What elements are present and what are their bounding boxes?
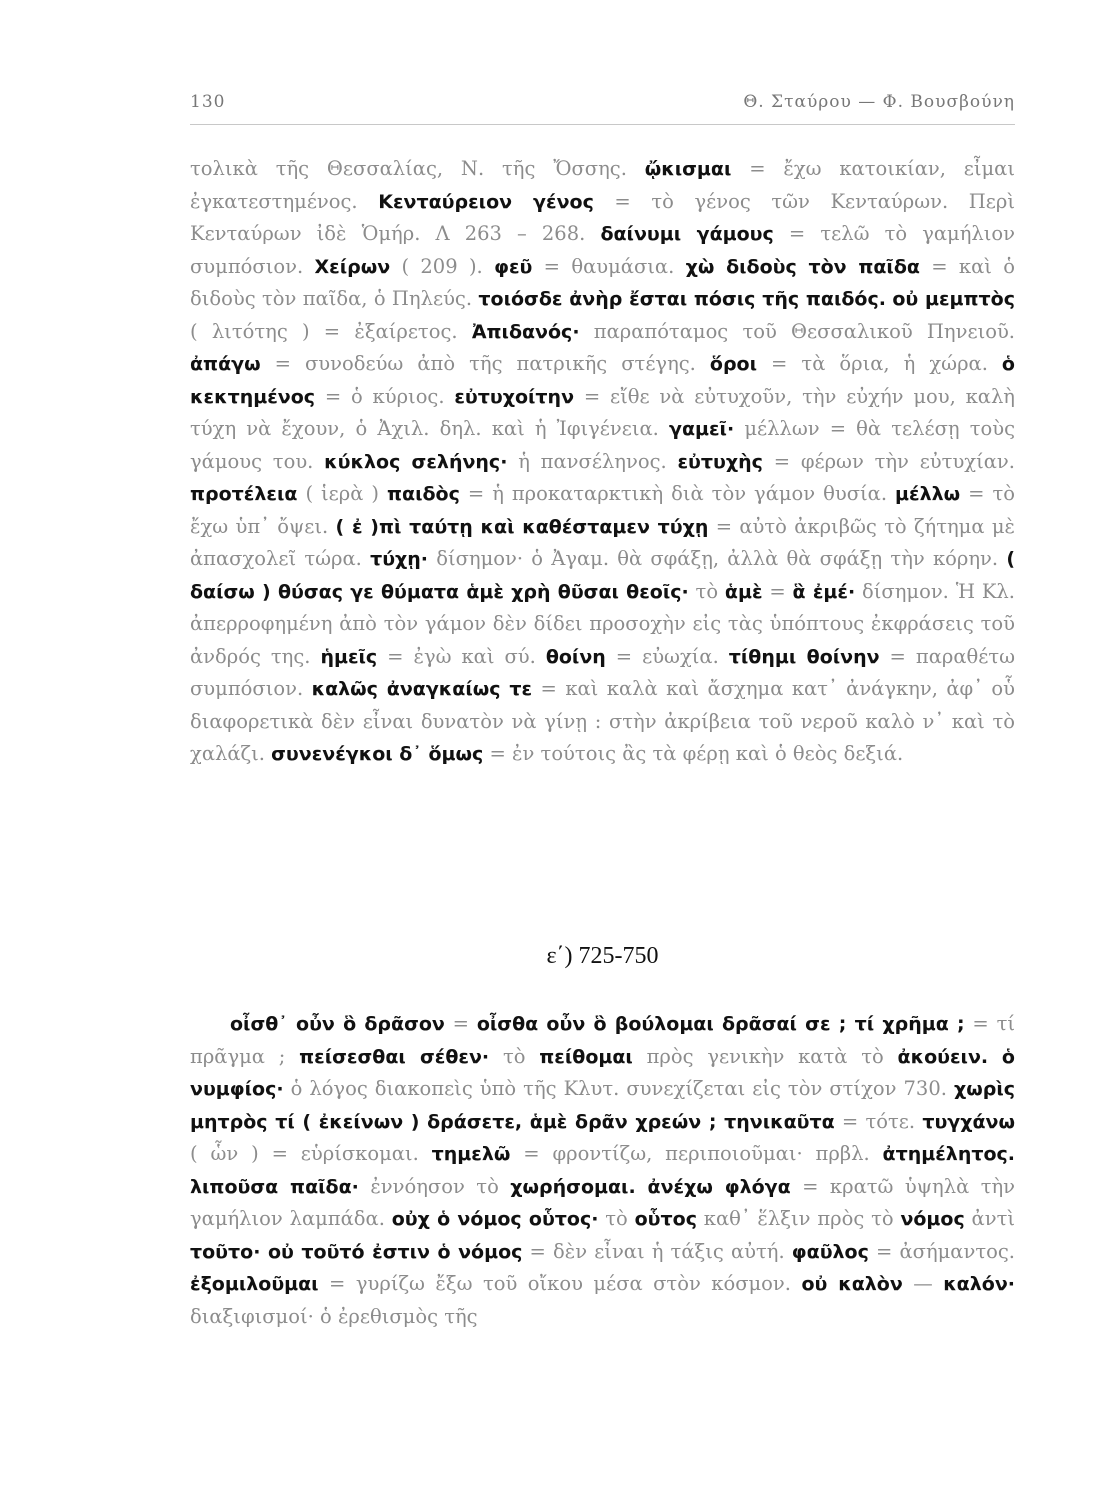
gloss-text: = θαυμάσια. — [532, 254, 686, 278]
gloss-text: ( λιτότης ) = ἐξαίρετος. — [190, 319, 472, 343]
gloss-text: = ἐγὼ καὶ σύ. — [377, 644, 546, 668]
lemma: καλόν· — [943, 1273, 1015, 1295]
lemma: ἀκούειν. — [897, 1045, 989, 1068]
gloss-text: = τὸ γένος τῶν Κενταύρων. Περὶ Κενταύρων ἰδὲ Ὁμήρ. Λ 263 – 268. — [190, 189, 1016, 245]
gloss-text: = φροντίζω, περιποιοῦμαι· πρβλ. — [510, 1142, 883, 1165]
lemma: ὁ κεκτημένος — [190, 353, 1015, 408]
gloss-text: τολικὰ τῆς Θεσσαλίας, Ν. τῆς Ὄσσης. — [190, 157, 645, 180]
lemma: παιδὸς — [387, 483, 460, 505]
gloss-text: = ἐν τούτοις ἂς τὰ φέρῃ καὶ ὁ θεὸς δεξιά. — [483, 742, 904, 765]
lemma: ἐξομιλοῦμαι — [190, 1273, 319, 1295]
running-head — [190, 92, 1015, 122]
lemma: ἀτημέλητος. λιποῦσα παῖδα· — [190, 1143, 1016, 1198]
gloss-text: = φέρων τὴν εὐτυχίαν. — [762, 449, 1015, 473]
gloss-text: ( 209 ). — [390, 254, 495, 278]
header-rule — [190, 124, 1015, 125]
gloss-text: δίσημον. Ἡ Κλ. ἀπερροφημένη ἀπὸ τὸν γάμον δὲν δίδει προσοχὴν εἰς τὰς ὑπόπτους ἐκφράσεις τοῦ ἀνδρός της. — [190, 579, 1015, 668]
gloss-text: τὸ — [688, 579, 725, 603]
commentary-paragraph-2 — [190, 1008, 1015, 1333]
lemma: οὐ καλὸν — [801, 1273, 903, 1295]
lemma: τίθημι θοίνην — [728, 645, 880, 668]
gloss-text: = καὶ καλὰ καὶ ἄσχημα κατ᾽ ἀνάγκην, ἀφ᾽ οὗ διαφορετικὰ δὲν εἶναι δυνατὸν νὰ γίνῃ : στὴν ἀκρίβεια τοῦ νεροῦ καλὸ ν᾽ καὶ τὸ χαλάζι. — [190, 677, 1015, 765]
lemma: Κενταύρειον γένος — [378, 190, 594, 213]
gloss-text: ἐννόησον τὸ — [358, 1174, 511, 1198]
gloss-text: ( ὧν ) = εὑρίσκομαι. — [190, 1142, 432, 1165]
gloss-text: = αὐτὸ ἀκριβῶς τὸ ζήτημα μὲ ἀπασχολεῖ τώρα. — [190, 514, 1015, 570]
lemma: οὐχ ὁ νόμος οὗτος· — [391, 1208, 599, 1230]
lemma: πείθομαι — [539, 1045, 633, 1068]
lemma: οὐ μεμπτὸς — [892, 288, 1015, 310]
lemma: Ἀπιδανός· — [471, 320, 580, 343]
lemma: ( δαίσω ) θύσας γε θύματα ἁμὲ χρὴ θῦσαι θεοῖς· — [190, 548, 1015, 603]
lemma: θοίνη — [545, 645, 606, 668]
lemma: χωρὶς μητρὸς τί ( ἐκείνων ) δράσετε, ἁμὲ δρᾶν χρεών ; τηνικαῦτα — [190, 1078, 1015, 1133]
lemma: χωρήσομαι. ἀνέχω φλόγα — [510, 1175, 791, 1198]
gloss-text: = εἴθε νὰ εὐτυχοῦν, τὴν εὐχήν μου, καλὴ τύχη νὰ ἔχουν, ὁ Ἀχιλ. δηλ. καὶ ἡ Ἰφιγένεια. — [190, 384, 1015, 440]
gloss-text: = συνοδεύω ἀπὸ τῆς πατρικῆς στέγης. — [260, 352, 710, 375]
gloss-text: = γυρίζω ἔξω τοῦ οἴκου μέσα στὸν κόσμον. — [318, 1272, 802, 1295]
lemma: φεῦ — [494, 255, 533, 278]
lemma: ὅροι — [709, 353, 758, 375]
gloss-text: = καὶ ὁ διδοὺς τὸν παῖδα, ὁ Πηλεύς. — [190, 254, 1015, 310]
gloss-text: διαξιφισμοί· ὁ ἐρεθισμὸς τῆς — [190, 1304, 478, 1328]
lemma: ἃ ἐμέ· — [792, 580, 856, 603]
gloss-text: = εὐωχία. — [605, 644, 729, 668]
gloss-text: παραπόταμος τοῦ Θεσσαλικοῦ Πηνειοῦ. — [579, 319, 1016, 343]
commentary-paragraph-1 — [190, 153, 1015, 771]
lemma: ᾤκισμαι — [644, 158, 732, 180]
lemma: τοιόσδε ἀνὴρ ἔσται πόσις τῆς παιδός. — [478, 288, 886, 310]
gloss-text: = δὲν εἶναι ἡ τάξις αὐτή. — [522, 1239, 792, 1263]
lemma: προτέλεια — [190, 483, 298, 505]
gloss-text: = τότε. — [834, 1109, 923, 1133]
gloss-text: τὸ — [598, 1207, 635, 1230]
lemma: τημελῶ — [431, 1143, 511, 1165]
lemma: φαῦλος — [791, 1240, 869, 1263]
lemma: οἶσθ᾽ οὖν ὃ δρᾶσον — [230, 1013, 445, 1035]
page-number: 130 — [190, 92, 226, 112]
gloss-text: ἀντὶ — [964, 1207, 1016, 1230]
lemma: καλῶς ἀναγκαίως τε — [311, 678, 533, 700]
lemma: πείσεσθαι σέθεν· — [299, 1045, 490, 1068]
gloss-text: = τὰ ὅρια, ἡ χώρα. — [757, 352, 1002, 375]
gloss-text: = ἔχω κατοικίαν, εἶμαι ἐγκατεστημένος. — [190, 157, 1015, 213]
gloss-text: = ἀσήμαντος. — [868, 1239, 1015, 1263]
gloss-text: = κρατῶ ὑψηλὰ τὴν γαμήλιον λαμπάδα. — [190, 1174, 1016, 1230]
lemma: ἁμὲ — [724, 580, 763, 603]
lemma: κύκλος σελήνης· — [324, 450, 508, 473]
lemma: εὐτυχοίτην — [454, 385, 575, 408]
lemma: τύχῃ· — [370, 548, 429, 570]
lemma: νόμος — [900, 1208, 965, 1230]
gloss-text: — — [902, 1272, 944, 1295]
gloss-text: ( ἱερὰ ) — [297, 482, 388, 505]
lemma: χὼ διδοὺς τὸν παῖδα — [685, 255, 920, 278]
gloss-text: = παραθέτω συμπόσιον. — [190, 644, 1016, 700]
lemma: γαμεῖ· — [669, 418, 735, 440]
section-heading: ε΄) 725-750 — [546, 943, 659, 969]
gloss-text: ὁ λόγος διακοπεὶς ὑπὸ τῆς Κλυτ. συνεχίζεται εἰς τὸν στίχον 730. — [283, 1077, 954, 1100]
lemma: ( ἐ )πὶ ταύτῃ καὶ καθέσταμεν τύχῃ — [335, 515, 709, 538]
gloss-text — [988, 1045, 1002, 1068]
lemma: ὁ νυμφίος· — [190, 1045, 1015, 1100]
gloss-text: δίσημον· ὁ Ἀγαμ. θὰ σφάξῃ, ἀλλὰ θὰ σφάξῃ τὴν κόρην. — [428, 547, 1007, 570]
lemma: δαίνυμι γάμους — [600, 223, 774, 245]
gloss-text: = — [762, 579, 793, 603]
lemma: τοῦτο· οὐ τοῦτό ἐστιν ὁ νόμος — [190, 1240, 523, 1263]
lemma: συνενέγκοι δ᾽ ὅμως — [271, 743, 484, 765]
gloss-text: καθ᾽ ἕλξιν πρὸς τὸ — [696, 1207, 901, 1230]
running-head-authors: Θ. Σταύρου — Φ. Βουσβούνη — [743, 92, 1015, 112]
gloss-text: = τελῶ τὸ γαμήλιον συμπόσιον. — [190, 222, 1016, 278]
gloss-text: = — [444, 1012, 477, 1035]
lemma: οὗτος — [634, 1208, 697, 1230]
gloss-text: πρὸς γενικὴν κατὰ τὸ — [632, 1044, 898, 1068]
lemma: ἡμεῖς — [320, 645, 378, 668]
lemma: τυγχάνω — [922, 1110, 1015, 1133]
gloss-text: ἡ πανσέληνος. — [507, 449, 678, 473]
lemma: Χείρων — [314, 255, 391, 278]
lemma: ἀπάγω — [190, 353, 261, 375]
gloss-text: τὸ — [489, 1044, 540, 1068]
gloss-text: = ὁ κύριος. — [315, 384, 455, 408]
lemma: μέλλω — [895, 483, 961, 505]
gloss-text: μέλλων = θὰ τελέσῃ τοὺς γάμους του. — [190, 417, 1016, 473]
gloss-text: = ἡ προκαταρκτικὴ διὰ τὸν γάμον θυσία. — [459, 482, 896, 505]
gloss-text: = τί πρᾶγμα ; — [190, 1012, 1016, 1068]
lemma: εὐτυχὴς — [677, 450, 763, 473]
gloss-text: = τὸ ἔχω ὑπ᾽ ὄψει. — [190, 482, 1016, 538]
lemma: οἶσθα οὖν ὃ βούλομαι δρᾶσαί σε ; τί χρῆμα ; — [476, 1013, 965, 1035]
